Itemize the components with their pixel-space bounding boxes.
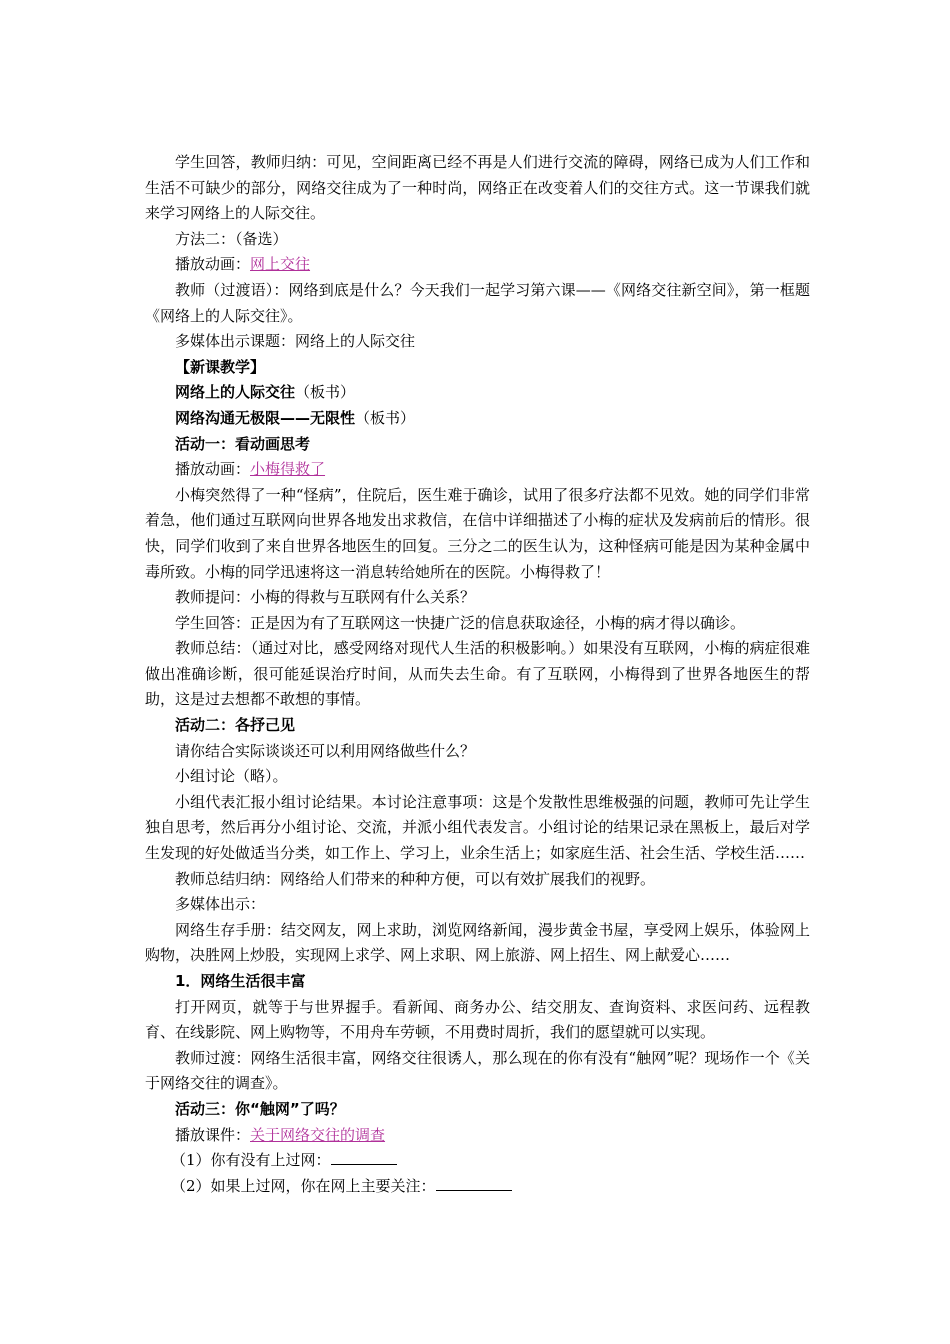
paragraph: 教师提问：小梅的得救与互联网有什么关系？: [175, 588, 476, 607]
link-prefix: 播放动画：: [175, 255, 251, 274]
activity-heading: 活动三：你“触网”了吗？: [175, 1099, 345, 1118]
paragraph: 多媒体出示课题：网络上的人际交往: [175, 332, 416, 351]
paragraph: 多媒体出示：: [175, 895, 266, 914]
document-page: [145, 150, 810, 1199]
numbered-heading: 1．网络生活很丰富: [175, 972, 306, 990]
answer-blank: [331, 1148, 397, 1165]
paragraph: 教师总结归纳：网络给人们带来的种种方便，可以有效扩展我们的视野。: [175, 869, 656, 888]
activity-heading: 活动一：看动画思考: [175, 434, 311, 453]
subheading: 网络沟通无极限——无限性（板书）: [175, 408, 416, 427]
answer-blank: [436, 1174, 512, 1191]
paragraph: 教师过渡：网络生活很丰富，网络交往很诱人，那么现在的你有没有“触网”呢？现场作一个《关于网络交往的调查》。: [145, 1048, 810, 1093]
paragraph: [145, 1123, 810, 1149]
paragraph: 小梅突然得了一种“怪病”，住院后，医生难于确诊，试用了很多疗法都不见效。她的同学们非常着急，他们通过互联网向世界各地发出求救信，在信中详细描述了小梅的症状及发病前后的情形。很快，同学们收到了来自世界各地医生的回复。三分之二的医生认为，这种怪病可能是因为某种金属中毒所致。小梅的同学迅速将这一消息转给她所在的医院。小梅得救了！: [145, 485, 810, 581]
survey-question: （2）如果上过网，你在网上主要关注：: [145, 1174, 810, 1200]
link-xiaomei-saved[interactable]: 小梅得救了: [250, 460, 326, 479]
section-heading: 【新课教学】: [175, 357, 266, 376]
link-prefix: 播放课件：: [175, 1125, 251, 1144]
paragraph: 学生回答：正是因为有了互联网这一快捷广泛的信息获取途径，小梅的病才得以确诊。: [175, 613, 746, 632]
paragraph: [145, 457, 810, 483]
link-prefix: 播放动画：: [175, 460, 251, 479]
paragraph: 小组代表汇报小组讨论结果。本讨论注意事项：这是个发散性思维极强的问题，教师可先让学生独自思考，然后再分小组讨论、交流，并派小组代表发言。小组讨论的结果记录在黑板上，最后对学生发现的好处做适当分类，如工作上、学习上，业余生活上；如家庭生活、社会生活、学校生活……: [145, 792, 810, 863]
survey-question: （1）你有没有上过网：: [145, 1148, 810, 1174]
paragraph: 打开网页，就等于与世界握手。看新闻、商务办公、结交朋友、查询资料、求医问药、远程教育、在线影院、网上购物等，不用舟车劳顿，不用费时周折，我们的愿望就可以实现。: [145, 997, 810, 1042]
paragraph: 教师总结：（通过对比，感受网络对现代人生活的积极影响。）如果没有互联网，小梅的病症很难做出准确诊断，很可能延误治疗时间，从而失去生命。有了互联网，小梅得到了世界各地医生的帮助，这是过去想都不敢想的事情。: [145, 639, 810, 709]
link-survey[interactable]: 关于网络交往的调查: [250, 1125, 386, 1144]
link-online-interaction[interactable]: 网上交往: [250, 255, 311, 274]
paragraph: 网络生存手册：结交网友，网上求助，浏览网络新闻，漫步黄金书屋，享受网上娱乐，体验网上购物，决胜网上炒股，实现网上求学、网上求职、网上旅游、网上招生、网上献爱心……: [145, 920, 810, 965]
paragraph: 请你结合实际谈谈还可以利用网络做些什么？: [175, 741, 476, 760]
paragraph: 教师（过渡语）：网络到底是什么？今天我们一起学习第六课——《网络交往新空间》，第一框题《网络上的人际交往》。: [145, 280, 810, 325]
paragraph: 小组讨论（略）。: [175, 767, 288, 786]
paragraph: 方法二：（备选）: [175, 229, 288, 248]
subheading: 网络上的人际交往（板书）: [175, 383, 356, 402]
activity-heading: 活动二：各抒己见: [175, 716, 296, 735]
paragraph: 学生回答，教师归纳：可见，空间距离已经不再是人们进行交流的障碍，网络已成为人们工作和生活不可缺少的部分，网络交往成为了一种时尚，网络正在改变着人们的交往方式。这一节课我们就来学习网络上的人际交往。: [145, 153, 810, 223]
paragraph: [145, 252, 810, 278]
